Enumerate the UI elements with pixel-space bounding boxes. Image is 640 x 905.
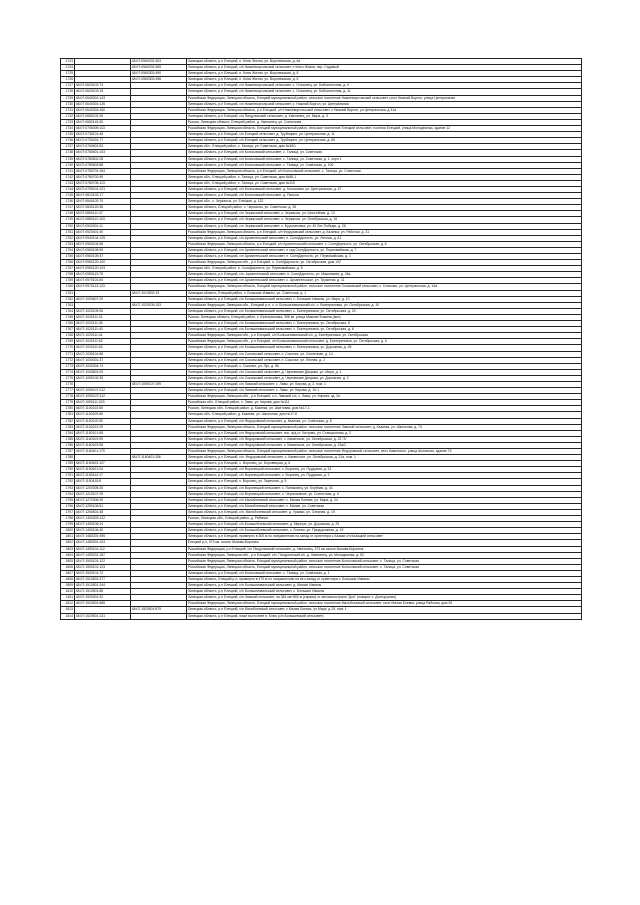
land-cadastral-number: 48:07:1100103:55 (75, 406, 131, 412)
row-number: 1777 (61, 388, 75, 394)
land-cadastral-number: 48:07:1020111:35 (75, 321, 131, 327)
address: Липецкая область, р-н Елецкий, с/п Лавский сельсовет, с. Лавы, ул. Кирова, д. 10-1 (187, 388, 582, 394)
land-cadastral-number: 48:07:0920401:40 (75, 229, 131, 235)
address: Российская Федерация, Липецкая обл., р-н Елецкий, с/п Большеизвальский с/с, д. Екатериновка, ул. Октябрьская (187, 333, 582, 339)
row-number: 1765 (61, 314, 75, 320)
land-cadastral-number: 48:07:1020109:26 (75, 308, 131, 314)
building-cadastral-number: 48:07:1520501:879 (131, 607, 187, 613)
address: Липецкая область, р-н Елецкий, с/п. Архангельский сельсовет, п. СолнДарность, ул. Максимова, д. 26а (187, 272, 582, 278)
address: Липецкая область, р-н Елецкий, с/п Большеизвальский сельсовет, с. Большие Извалы, ул. Мира, д. 10 (187, 296, 582, 302)
row-number: 1746 (61, 199, 75, 205)
address: Российская Федерация, Липецкая обл., Елецкий р-н, с. п. Большеизвальский с/с, с. Екатериновка, ул. Октябрьская, д. 10 (187, 302, 582, 308)
row-number: 1799 (61, 522, 75, 528)
land-cadastral-number: 48:07:1250601:38 (75, 509, 131, 515)
land-cadastral-number: 48:07:0960108:59 (75, 247, 131, 253)
address: Липецкая область, Елецкий район, с. Черкассы, ул. Советская, д. 18 (187, 205, 582, 211)
address: Липецкая область, р-н Елецкий, с/п Большеизвальский сельсовет, д. Малые Извалы (187, 583, 582, 589)
land-cadastral-number: 48:07:1450106:24 (75, 522, 131, 528)
land-cadastral-number: 48:07:1000607:29 (75, 296, 131, 302)
address: Российская Федерация, Липецкая область, Елецкий муниципальный район, сельское поселение Федоровский сельсовет, село Каменское, улица Школьная, здание 74 (187, 449, 582, 455)
row-number: 1761 (61, 290, 75, 296)
address: Россия, Липецкая область, Елецкий район, с. Екатериновка, 398 кв. улица Максим Фомина (мкн) (187, 314, 582, 320)
land-cadastral-number: 48:07:1520501:131 (75, 613, 131, 619)
row-number: 1809 (61, 583, 75, 589)
row-number: 1811 (61, 595, 75, 601)
land-cadastral-number: 48:07:0640301:143 (75, 95, 131, 101)
land-cadastral-number: 48:07:1190401:24 (75, 467, 131, 473)
address: Липецкая область, р-н Елецкий, с/п Воронецкий сельсовет, с. Воронец, ул. Прудовая, д. 3 (187, 473, 582, 479)
building-cadastral-number: 48:07:0560302:490 (131, 71, 187, 77)
address: Липецкая область, р-н Елецкий, с/п Нижневоргольский сельсовет, с. Ольховец, ул. Библиотечная, д. 6 (187, 83, 582, 89)
address: Липецкая область, р-н Елецкий, с/п Нижневоргольский сельсовет, п Ключ Жизни, пер. Садовый (187, 65, 582, 71)
row-number: 1782 (61, 418, 75, 424)
address: Липецкая область, р-н Елецкий, с/п Пищулинский сельсовет, д. Хмелинец, ул. Мира, д. 3 (187, 113, 582, 119)
row-number: 1795 (61, 497, 75, 503)
land-cadastral-number: 48:07:1030301:37 (75, 357, 131, 363)
address: Липецкая область, р-н Елецкий, п. Ключ Жизни, ул. Воронежская, д. 6 (187, 77, 582, 83)
address: Липецкая область, р-н Елецкий, с. Соколье, ул. Луч, д. 56 (187, 363, 582, 369)
row-number: 1780 (61, 406, 75, 412)
land-cadastral-number: 48:07:0620103:19 (75, 89, 131, 95)
row-number: 1805 (61, 558, 75, 564)
row-number: 1802 (61, 540, 75, 546)
address: Липецкая область, р-н Елецкий, с/п Архангельский сельсовет, п. СолнДарность, ул. Лесная, д. 61 (187, 235, 582, 241)
address: Липецкая область, р-н Елецкий, с/п Черкасский сельсовет, с. Бруслановка, ул. 40 Лет Победы, д. 26 (187, 223, 582, 229)
row-number: 1728 (61, 89, 75, 95)
land-cadastral-number: 48:07:1510501:377 (75, 576, 131, 582)
land-cadastral-number: 48:07:0980113:79 (75, 272, 131, 278)
land-cadastral-number: 48:07:1150101:58 (75, 430, 131, 436)
address: Липецкая обл., с. Черкассы, ул. Елецкая, д. 122 (187, 199, 582, 205)
address: Российская обл., Елецкий район, с. Лавы, ул. Кирова, дом №111 (187, 400, 582, 406)
land-cadastral-number: 48:07:0860111:47 (75, 211, 131, 217)
land-cadastral-number: 48:07:0960104:58 (75, 241, 131, 247)
land-cadastral-number: 48:07:1190403:127 (75, 461, 131, 467)
land-cadastral-number: 48:07:1020111:62 (75, 345, 131, 351)
row-number: 1778 (61, 394, 75, 400)
land-cadastral-number: 48:07:0790101:121 (75, 186, 131, 192)
row-number: 1789 (61, 461, 75, 467)
address: Липецкая область, р-н Елецкий, с/п Федоровский сельсовет, с. Каменское, ул. Октябрьская, д. 23а/2 (187, 442, 582, 448)
address: Липецкая обл., Елецкий район, д. Казинка, ул. Школьная, дом №17-8 (187, 412, 582, 418)
address: Липецкая область, р-н Елецкий, с/п Колосовский сельсовет, д. Колосовка, ул. Центральная, д. 47 (187, 186, 582, 192)
land-cadastral-number: 48:07:0760601:53 (75, 144, 131, 150)
row-number: 1759 (61, 278, 75, 284)
row-number: 1779 (61, 400, 75, 406)
land-cadastral-number: 48:07:1040601:93 (75, 369, 131, 375)
address: Липецкая область, р-н Елецкий, с/п Воронецкий сельсовет, с. Воронец, ул. Прудовая, д. 31 (187, 467, 582, 473)
row-number: 1734 (61, 126, 75, 132)
address: Липецкая область, р-н Елецкий, с/п Большеизвальский сельсовет, с. Большие Извалы (187, 589, 582, 595)
land-cadastral-number: 48:07:0780601:103 (75, 150, 131, 156)
row-number: 1750 (61, 223, 75, 229)
address: Липецкая область, р-н Елецкий, с/п Большебоевский сельсовет, д. Мирную, ул. Дорожная, д. 25 (187, 522, 582, 528)
address: Липецкая область, р-н Елецкий, с/п Елецкий сельсовет, д. Трубицино, ул. Центральная, д. 66 (187, 138, 582, 144)
address: Российская Федерация, Липецкая область, Елецкий муниципальный район, сельское поселение Колосовский сельсовет, с. Талица, ул. Советская (187, 564, 582, 570)
row-number: 1801 (61, 534, 75, 540)
row-number: 1787 (61, 449, 75, 455)
row-number: 1772 (61, 357, 75, 363)
land-cadastral-number: 48:07:1020111:40 (75, 327, 131, 333)
address: Липецкая область, р-н Елецкий, с/п Большеизвальский сельсовет, с. Екатериновка, ул. Октябрьская, д. 6 (187, 327, 582, 333)
land-cadastral-number: 48:07:0810102:17 (75, 193, 131, 199)
land-cadastral-number: 48:07:0970101:60 (75, 278, 131, 284)
address: Российская Федерация, Липецкая область, р-н Елецкий, с/п Колосовский сельсовет, с. Талица, ул. Советская (187, 168, 582, 174)
address: Липецкая область, р-н Елецкий, с/п Малобоевский сельсовет, с. Малая, ул. Советская (187, 503, 582, 509)
land-cadastral-number: 48:07:1480301:103 (75, 540, 131, 546)
address: Липецкая область, р-н Елецкий, с/п Воронецкий сельсовет, с. Черноземное, ул. Солнечная, д. 6 (187, 491, 582, 497)
row-number: 1792 (61, 479, 75, 485)
building-cadastral-number: 48:07:1020105:153 (131, 302, 187, 308)
row-number: 1753 (61, 241, 75, 247)
row-number: 1784 (61, 430, 75, 436)
address: Липецкая область, р-н Елецкий, с/п Федоровский сельсовет, пос. ж/д ст. Хитрово, ул. Станционная, д. 2 (187, 430, 582, 436)
address: Липецкая область, Елецкий р-н, примерно в 470 м по направлению на юго-запад от ориентира с. Большие Извалы (187, 576, 582, 582)
address: Липецкая область, р-н Елецкий, с/п Лавский сельсовет, на 384 км+650 м (справа) от автомагистрали "Дон" (поворот с. Долгоруково) (187, 595, 582, 601)
row-number: 1764 (61, 308, 75, 314)
address: Липецкая область, р-н Елецкий, с/п Воронецкий сельсовет, с. Паниковец, ул. Клубная, д. 41 (187, 485, 582, 491)
row-number: 1807 (61, 570, 75, 576)
building-cadastral-number: 48:07:0560302:498 (131, 77, 187, 83)
address: Липецкая область, р-н Елецкий, с/п Колосовский сельсовет, с. Талица, ул. Советская, д. 1 (187, 570, 582, 576)
address: Липецкая область, р-н Елецкий, с/п Лавский сельсовет, с. Лавы, ул. Кирова, д. 2, пом. 1 (187, 381, 582, 387)
row-number: 1724 (61, 65, 75, 71)
address: Липецкая область, р-н Елецкий, с/п. Федоровский сельсовет, с. Каменское, ул. Октябрьская, д. 21а, пом. 1 (187, 455, 582, 461)
row-number: 1776 (61, 381, 75, 387)
row-number: 1763 (61, 302, 75, 308)
land-cadastral-number: 48:07:1200305:26 (75, 485, 131, 491)
building-cadastral-number: 48:07:1010502:19 (131, 290, 187, 296)
land-cadastral-number: 48:07:0780702:59 (75, 174, 131, 180)
row-number: 1731 (61, 107, 75, 113)
address: Липецкая область, р-н Елецкий, с/п Архангельский сельсовет, п сад СолнДарность, ул. Первомайская, д. 7 (187, 247, 582, 253)
address: Российская Федерация, р-н Елецкий, с/п Пищулинский сельсовет, д. Хмелинец, 373 км шоссе Москва-Воронеж (187, 546, 582, 552)
address: Липецкая область, р-н Елецкий, с/п Черкасский сельсовет, с. Черкассы, ул. Шоссейная, д. 13 (187, 211, 582, 217)
row-number: 1762 (61, 296, 75, 302)
address: Российская Федерация, Липецкая область, р-н Елецкий, с/п Архангельский сельсовет, с. СолнДарность, ул. Октябрьская, д. 8 (187, 241, 582, 247)
land-cadastral-number: 48:07:0640303:150 (75, 107, 131, 113)
row-number: 1738 (61, 150, 75, 156)
building-cadastral-number: 48:07:0560302:363 (131, 59, 187, 65)
land-cadastral-number: 48:07:1030101:86 (75, 351, 131, 357)
address: Липецкая область, р-н Елецкий, с/п Большеизвальский сельсовет, с. Екатериновка, ул. Дорожная, д. 45 (187, 345, 582, 351)
address: Липецкая область, р-н Елецкий, с/п Сокольский сельсовет, д. Чернавские Дворики, ул. Мира, д. 1 (187, 369, 582, 375)
land-cadastral-number: 48:07:1190414:17 (75, 473, 131, 479)
address: Российская Федерация, Липецкая обл., р-н Елецкий, п. СолнДарность, ул. Октябрьская, дом 102 (187, 260, 582, 266)
land-cadastral-number: 48:07:1520301:32 (75, 595, 131, 601)
row-number: 1743 (61, 180, 75, 186)
land-cadastral-number: 48:07:1160103:98 (75, 442, 131, 448)
address: Липецкая область, р-н Елецкий, с/п Сокольский сельсовет, п. Соколье, ул. Солнечная, д. 14 (187, 351, 582, 357)
address: Липецкая область, Елецкий район, с. Большие Извалы, ул. Советская, д. 1 (187, 290, 582, 296)
land-cadastral-number: 48:07:1500101:123 (75, 564, 131, 570)
building-cadastral-number (131, 613, 187, 619)
land-cadastral-number: 48:07:0960120:103 (75, 266, 131, 272)
land-cadastral-number: 48:07:1090111:323 (75, 400, 131, 406)
building-cadastral-number: 48:07:0560302:365 (131, 65, 187, 71)
address: Липецкая область, р-н Елецкий, с/п Колосовский сельсовет, с. Талица, ул. Советская, д. 1, корп 1 (187, 156, 582, 162)
land-cadastral-number: 48:07:1100115:35 (75, 418, 131, 424)
row-number: 1794 (61, 491, 75, 497)
row-number: 1803 (61, 546, 75, 552)
land-cadastral-number: 48:07:0706005:113 (75, 126, 131, 132)
land-cadastral-number: 48:07:1190415:8 (75, 479, 131, 485)
land-cadastral-number: 48:07:1480201:495 (75, 534, 131, 540)
land-cadastral-number: 48:07:0960120:100 (75, 260, 131, 266)
land-cadastral-number: 48:07:1270306:30 (75, 497, 131, 503)
row-number: 1791 (61, 473, 75, 479)
row-number: 1758 (61, 272, 75, 278)
address: Липецкая обл., Елецкий район, п. СолнДарность, ул. Первомайская, д. 5 (187, 266, 582, 272)
address: Липецкая область, р-н Елецкий, с/п Черкасский сельсовет, с. Черкассы, ул. Октябрьская, д. 16 (187, 217, 582, 223)
address: Липецкая область, р-н Елецкий, с/п. Малоболевский сельсовет, д. Урывки, ул. Озерная, д. 19 (187, 509, 582, 515)
address: Российская Федерация, Липецкая область, Елецкий муниципальный район, сельское поселение Малобоевский сельсовет, село Малая Боевка, улица Рабочая, дом 2б (187, 601, 582, 607)
row-number: 1733 (61, 119, 75, 125)
land-cadastral-number: 48:07:1210107:25 (75, 491, 131, 497)
address: Липецкая область, р-н Елецкий, с/п Архангельский сельсовет, с. Архангельское, ул. Труженик, д. 11 (187, 278, 582, 284)
address: Российская Федерация, Липецкая область, Елецкий муниципальный район, сельское поселение Лавский сельсовет, д. Казинка, ул. Школьная, д. 74 (187, 424, 582, 430)
address: Липецкая область, р-н Елецкий, с/п Федоровский сельсовет, д. Казинка, ул. Советская, д. 5 (187, 418, 582, 424)
land-cadastral-number: 48:07:1490201:187 (75, 552, 131, 558)
row-number: 1748 (61, 211, 75, 217)
row-number: 1732 (61, 113, 75, 119)
row-number: 1793 (61, 485, 75, 491)
address: Липецкая область, р-н Елецкий, с/п Большебоевский сельсовет, с. Бочево, ул. Придорожная, д. 19 (187, 528, 582, 534)
land-cadastral-number: 48:07:0650115:35 (75, 119, 131, 125)
land-cadastral-number: 48:07:1300303:122 (75, 516, 131, 522)
address: Липецкая область, р-н Елецкий, с/п Нижневоргольский сельсовет, с. Ольховец, ул. Библиотечная, д. 11 (187, 89, 582, 95)
row-number: 1745 (61, 193, 75, 199)
row-number: 1735 (61, 132, 75, 138)
row-number: 1749 (61, 217, 75, 223)
row-number: 1781 (61, 412, 75, 418)
land-cadastral-number: 48:07:0620102:73 (75, 83, 131, 89)
land-cadastral-number: 48:07:0940104:125 (75, 235, 131, 241)
land-cadastral-number: 48:07:0780602:88 (75, 162, 131, 168)
row-number: 1744 (61, 186, 75, 192)
row-number: 1783 (61, 424, 75, 430)
row-number: 1755 (61, 254, 75, 260)
land-cadastral-number: 48:07:0640301:126 (75, 101, 131, 107)
row-number: 1790 (61, 467, 75, 473)
land-cadastral-number: 48:07:1020111:62 (75, 339, 131, 345)
row-number: 1767 (61, 327, 75, 333)
land-cadastral-number: 48:07:1160401:170 (75, 449, 131, 455)
land-cadastral-number: 48:07:0880112:103 (75, 217, 131, 223)
row-number: 1770 (61, 345, 75, 351)
land-cadastral-number: 48:07:1030304:74 (75, 363, 131, 369)
land-cadastral-number: 48:07:1500101:72 (75, 570, 131, 576)
address: Липецкая область, р-н Елецкий, с/п Елецкий сельсовет, д. Трубицино, ул. Центральная, д. 11 (187, 132, 582, 138)
address: Россия, Липецкая область, Елецкий район, д. Хмелинец, ул. Солнечная (187, 119, 582, 125)
address: Липецкая область, р-н Елецкий, с/п Большеизвальский сельсовет, с. Екатериновка, ул. Октябрьская, д. 24 (187, 308, 582, 314)
row-number: 1769 (61, 339, 75, 345)
address: Россия, Липецкая обл., Елецкий район, д. Казинка, ул. Шахтовая, дом №17-1 (187, 406, 582, 412)
row-number: 1757 (61, 266, 75, 272)
land-cadastral-number: 48:07:1100123:29 (75, 424, 131, 430)
row-number: 1741 (61, 168, 75, 174)
row-number: 1796 (61, 503, 75, 509)
row-number: 1774 (61, 369, 75, 375)
row-number: 1804 (61, 552, 75, 558)
row-number: 1737 (61, 144, 75, 150)
register-sheet (60, 58, 581, 620)
address: Липецкая область, р-н Елецкий, п. Ключ Жизни, ул. Воронежская, д. 6а (187, 59, 582, 65)
land-cadastral-number: 48:07:1090107:212 (75, 388, 131, 394)
row-number: 1760 (61, 284, 75, 290)
address: Елецкий р-н, 373 км. шоссе Москва-Воронеж (187, 540, 582, 546)
row-number: 1768 (61, 333, 75, 339)
address: Липецкая область, р-н Елецкий, с/п Федоровский сельсовет, с. Каменское, ул. Октябрьская, д. 23 "А" (187, 436, 582, 442)
row-number: 1785 (61, 436, 75, 442)
address: Российская Федерация, Липецкая обл., р-н Елецкий, с.п. Лавский с/с, с. Лавы, ул. Кирова, зд. 2а (187, 394, 582, 400)
address: Российская Федерация, Липецкая область, Елецкий муниципальный район, сельское поселение Голиковский сельсовет, с. Голиково, ул. Центральная, д. 14а (187, 284, 582, 290)
address: Российская Федерация, Липецкая область, р-н Елецкий, с/п Федоровский сельсовет, д. Казинка, ул. Рабочая, д. 31 (187, 229, 582, 235)
row-number: 1729 (61, 95, 75, 101)
row-number: 1786 (61, 442, 75, 448)
row-number: 1788 (61, 455, 75, 461)
address: Российская Федерация, Липецкая область, р-н Елецкий, с/п Нижневоргольский сельсовет, с Нижний Воргол, ул Центральная, д 31а (187, 107, 582, 113)
land-cadastral-number: 48:07:1510501:344 (75, 583, 131, 589)
address: Липецкая область, р-н Елецкий, примерно в 300 м по направлению на запад от ориентира с Казаки с/п Казацкий сельсовет (187, 534, 582, 540)
address: Липецкая область, р-н Елецкий, с. Воронец, ул. Боровецкая, д. 6 (187, 461, 582, 467)
land-cadastral-number: 48:07:1090107:312 (75, 394, 131, 400)
land-cadastral-number: 48:07:1490101:112 (75, 546, 131, 552)
land-cadastral-number: 48:07:1050102:39 (75, 375, 131, 381)
address: Липецкая обл., Елецкий район, с. Талица, ул. Советская, дом №86-1 (187, 174, 582, 180)
address: Липецкая область, р-н Елецкий, с. Воронец, ул. Заречная, д. 5 (187, 479, 582, 485)
row-number: 1747 (61, 205, 75, 211)
register-rows (61, 59, 582, 620)
row-number: 1813 (61, 607, 75, 613)
land-cadastral-number: 48:07:0900301:11 (75, 223, 131, 229)
row-number: 1730 (61, 101, 75, 107)
address: Липецкая область, р-н Елецкий, с/п Колосовский сельсовет, с. Талица, ул. Советская (187, 150, 582, 156)
row-number: 1773 (61, 363, 75, 369)
row-number: 1800 (61, 528, 75, 534)
row-number: 1812 (61, 601, 75, 607)
address: Липецкая область, р-н Елецкий, с/п Нижневоргольский сельсовет, с. Нижний Воргол, ул. Центральная (187, 101, 582, 107)
row-number: 1798 (61, 516, 75, 522)
land-cadastral-number: 48:07:0650102:26 (75, 113, 131, 119)
land-cadastral-number: 48:07:1020111:41 (75, 333, 131, 339)
row-number: 1725 (61, 71, 75, 77)
address: Липецкая область, р-н Елецкий, п. Ключ Жизни, ул. Воронежская, д. 8 (187, 71, 582, 77)
address: Липецкая область, р-н Елецкий, с/п Сокольский сельсовет, п. Соколье, ул. Лесная, д. 2 (187, 357, 582, 363)
address: Российская Федерация, Липецкая обл., р-н Елецкий, с/п. Пищулинский с/с, д. Хмелинец, ул. Молодежная, д. 52 (187, 552, 582, 558)
address: Российская Федерация, Липецкая область, Елецкий муниципальный район, сельское поселение Нижневоргольский сельсовет, село Нижний Воргол, улица Центральная (187, 95, 582, 101)
land-cadastral-number: 48:07:0840120:38 (75, 205, 131, 211)
land-cadastral-number: 48:07:0840102:70 (75, 199, 131, 205)
address: Липецкая область, р-н Елецкий, с/п Колосовский сельсовет, с. Талица, ул. Советская, д. 106 (187, 162, 582, 168)
row-number: 1810 (61, 589, 75, 595)
land-cadastral-number: 48:07:0780705:113 (75, 180, 131, 186)
address: Липецкая область, р-н Елецкий, с/п Большеизвальский сельсовет, с. Екатериновка, ул. Октябрьская, 8 (187, 321, 582, 327)
row-number: 1814 (61, 613, 75, 619)
address: Липецкая область, р-н Елецкий, с/п Колосовский сельсовет, д. Пальна (187, 193, 582, 199)
row-number: 1726 (61, 77, 75, 83)
land-cadastral-number: 48:07:1250106:51 (75, 503, 131, 509)
land-cadastral-number: 48:07:1100109:66 (75, 412, 131, 418)
row-number: 1775 (61, 375, 75, 381)
land-cadastral-number: 48:07:1510501:88 (75, 589, 131, 595)
row-number: 1723 (61, 59, 75, 65)
land-cadastral-number: 48:07:0960109:37 (75, 254, 131, 260)
address: Липецкая область, р-н Елецкий, с/п Сокольский сельсовет, д. Чернавские Дворики, ул. Дорожная, д. 2 (187, 375, 582, 381)
land-cadastral-number: 48:07:1020111:31 (75, 314, 131, 320)
address: Российская Федерация, Липецкая область, Елецкий муниципальный район, сельское поселение Колосовский сельсовет, с. Талица, ул. Советская (187, 558, 582, 564)
row-number: 1797 (61, 509, 75, 515)
row-number: 1740 (61, 162, 75, 168)
land-cadastral-number: 48:07:0970113:123 (75, 284, 131, 290)
address: Липецкая область, р-н Елецкий, с/п Архангельский сельсовет, п. СолнДарность, ул. Первомайская, д. 1 (187, 254, 582, 260)
land-cadastral-number: 48:07:0730101:48 (75, 132, 131, 138)
row-number: 1736 (61, 138, 75, 144)
land-cadastral-number: 48:07:1500101:122 (75, 558, 131, 564)
address: Липецкая область, р-н Елецкий, ниже восточнее п. Ключ (с/п Большевский сельсовет) (187, 613, 582, 619)
land-cadastral-number: 48:07:1520501:688 (75, 601, 131, 607)
building-cadastral-number: 48:07:1160401:256 (131, 455, 187, 461)
row-number: 1806 (61, 564, 75, 570)
address: Липецкая область, р-н Елецкий, с/п Малобоевский сельсовет, с. Малая Боевка, ул. Мира, д. 24 (187, 497, 582, 503)
address: Липецкая обл., Елецкий район, с. Талица, ул. Советская, дом №35/1 (187, 144, 582, 150)
table-row (61, 613, 582, 619)
address: Россия, Липецкая обл., Елецкий район, д. Рябинки (187, 516, 582, 522)
row-number: 1739 (61, 156, 75, 162)
row-number: 1756 (61, 260, 75, 266)
address: Российская Федерация, Липецкая обл., р-н Елецкий, с/п Большеизвальский сельсовет, д. Екатериновка, ул. Октябрьская, д. 6 (187, 339, 582, 345)
address: Липецкая область, р-н Елецкий, с/п Малобоевский сельсовет, с Малая Боевка, ул Мира, д 2б, пом. 1 (187, 607, 582, 613)
row-number: 1766 (61, 321, 75, 327)
row-number: 1751 (61, 229, 75, 235)
row-number: 1771 (61, 351, 75, 357)
land-cadastral-number: 48:07:1450106:40 (75, 528, 131, 534)
land-cadastral-number: 48:07:0780701:164 (75, 168, 131, 174)
row-number: 1752 (61, 235, 75, 241)
land-cadastral-number: 48:07:0730401:77 (75, 138, 131, 144)
row-number: 1727 (61, 83, 75, 89)
land-cadastral-number: 48:07:1160103:95 (75, 436, 131, 442)
property-register-table (60, 58, 582, 620)
address: Российская Федерация, Липецкая область, Елецкий муниципальный район, сельское поселение Елецкий сельсовет, поселок Елецкий, улица Молодежная, здание 12 (187, 126, 582, 132)
land-cadastral-number: 48:07:0780602:28 (75, 156, 131, 162)
row-number: 1754 (61, 247, 75, 253)
address: Липецкая обл., Елецкий район, с. Талица, ул. Советская, дом №119 (187, 180, 582, 186)
building-cadastral-number: 48:07:1090107:199 (131, 381, 187, 387)
row-number: 1808 (61, 576, 75, 582)
row-number: 1742 (61, 174, 75, 180)
